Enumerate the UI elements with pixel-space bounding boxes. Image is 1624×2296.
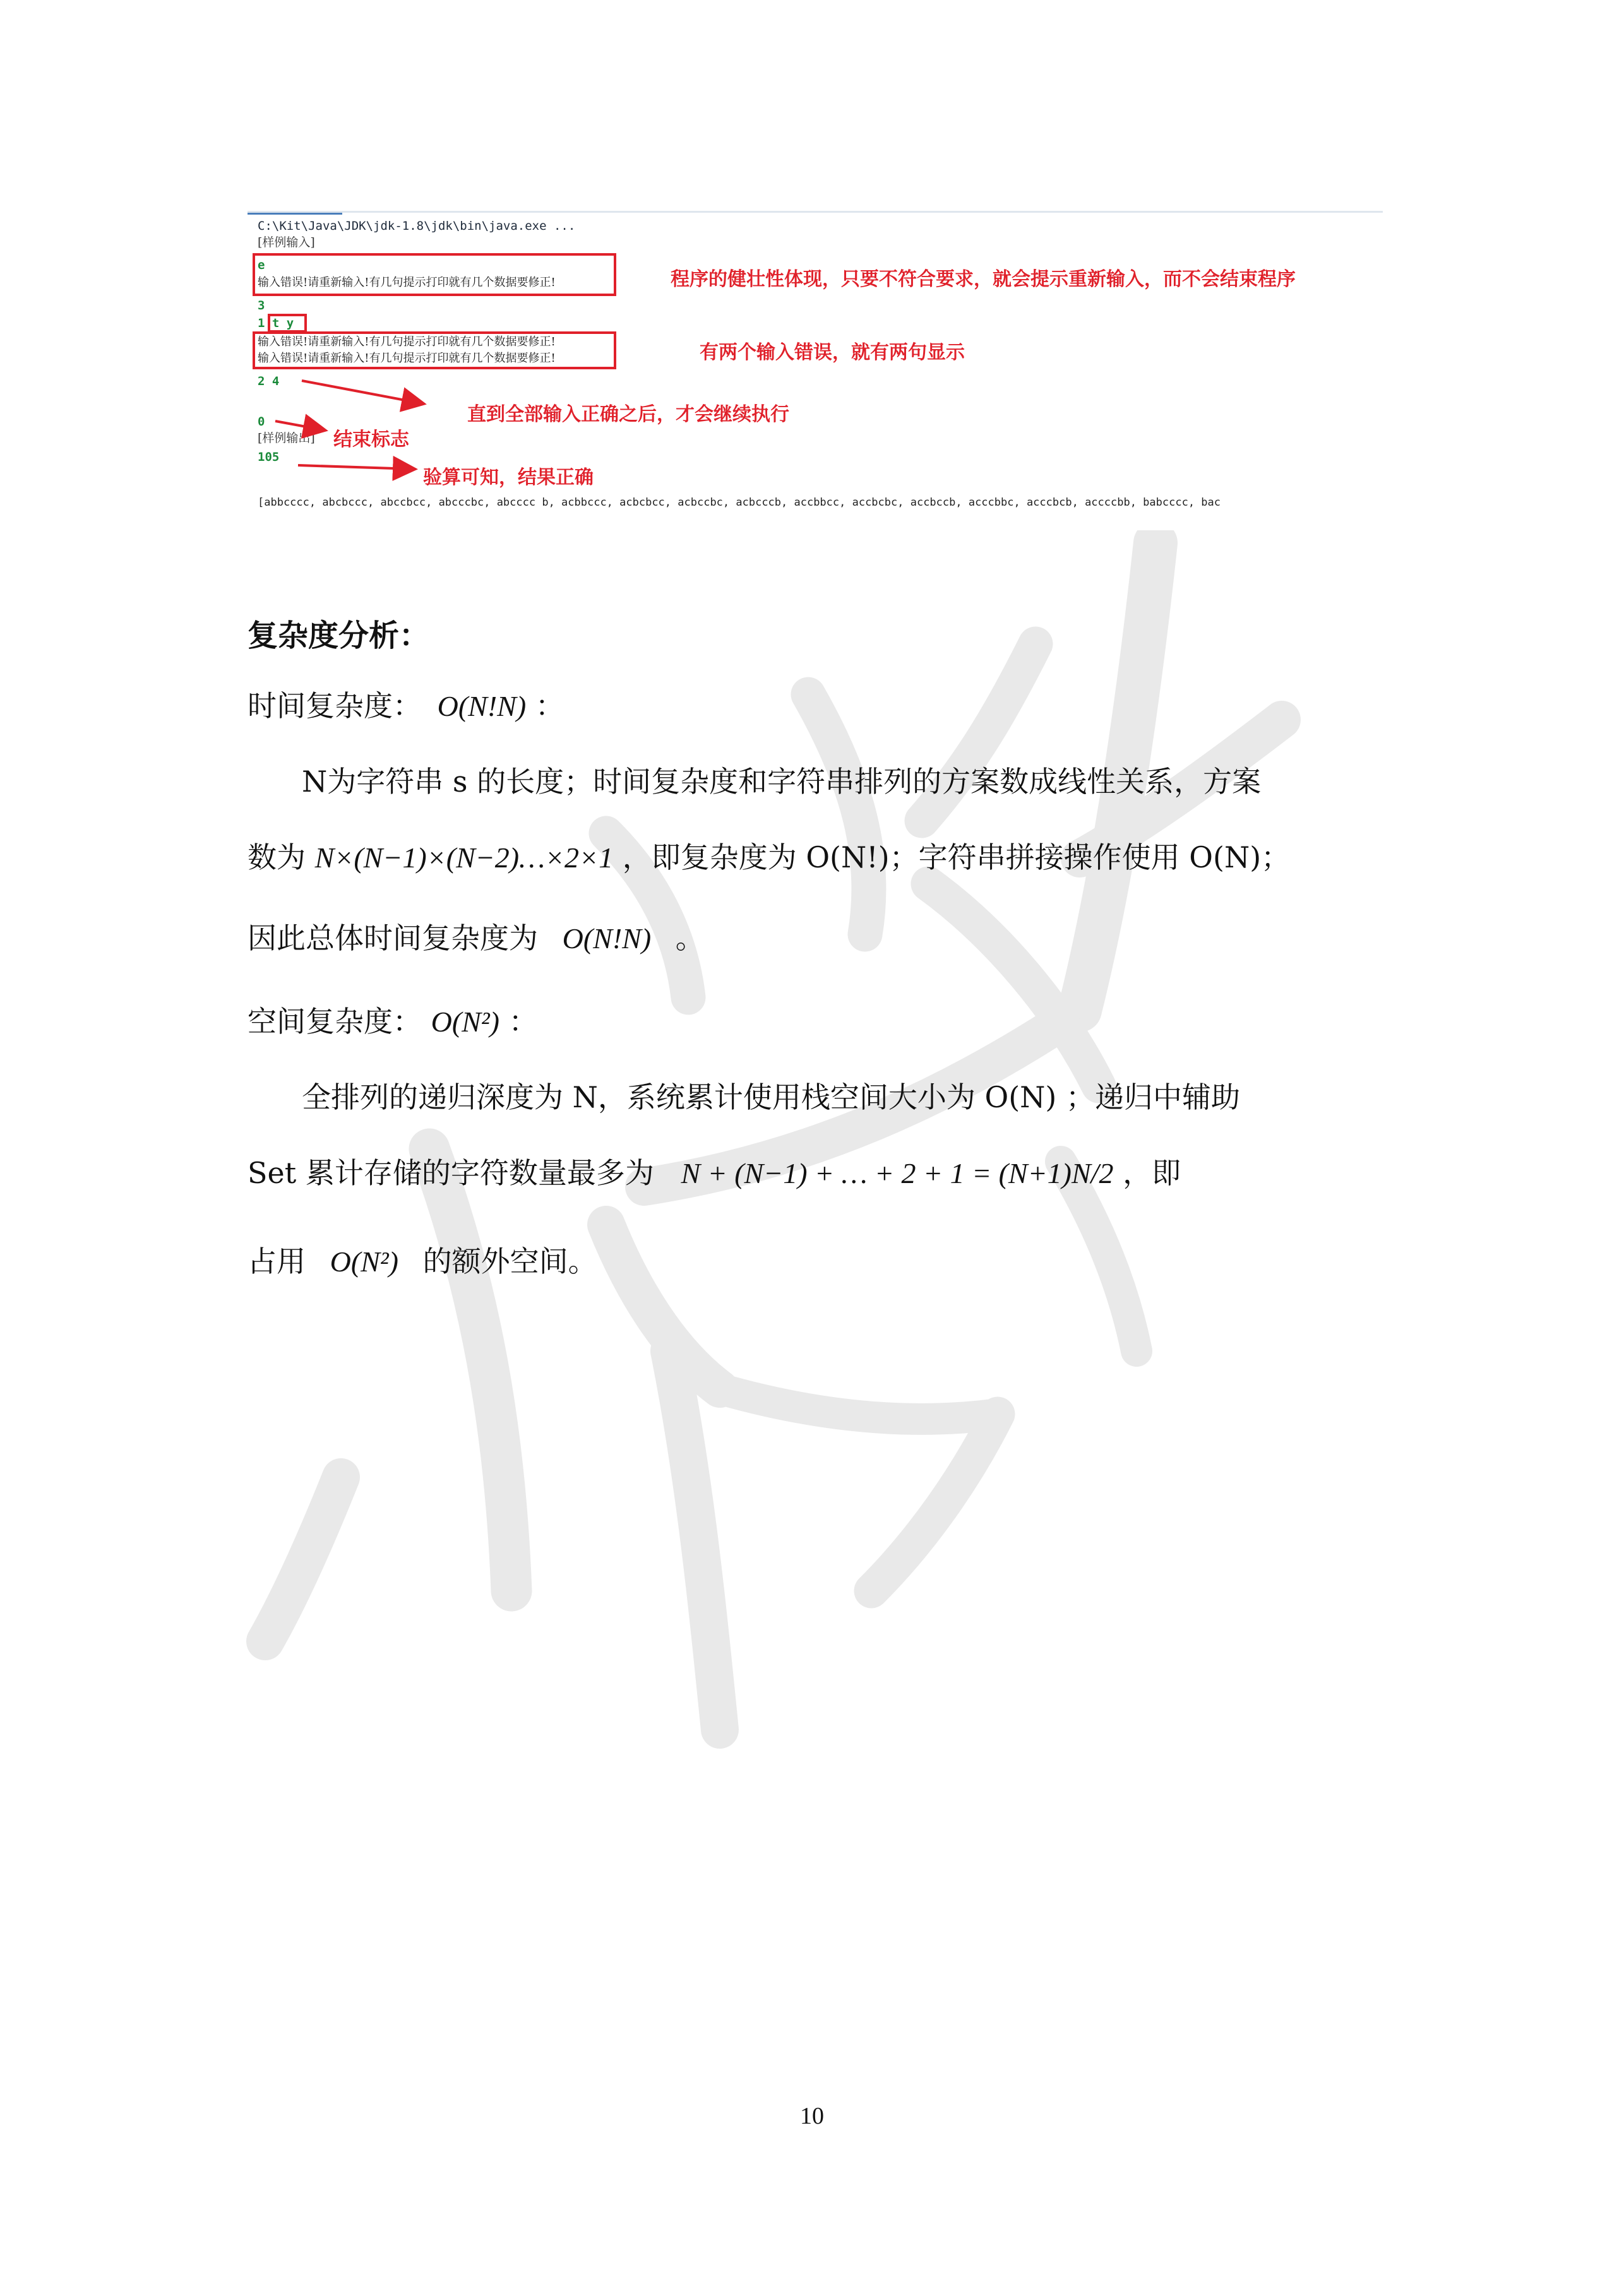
section-heading: 复杂度分析： [248,618,430,653]
p2-extra-space-formula: O(N²) [330,1246,398,1278]
console-error-message-2: 输入错误!请重新输入!有几句提示打印就有几个数据要修正! [258,335,556,348]
console-result-line: [abbcccc, abcbccc, abccbcc, abcccbc, abcccc b, acbbccc, acbcbcc, acbccbc, acbcccb, accbbcc, accbcbc, accbccb, acccbbc, acccbcb, accccbb, babcccc, bac [258,496,1221,509]
p2-sum-formula: N + (N−1) + … + 2 + 1 = (N+1)N/2 [681,1157,1114,1189]
p1-total-time-formula: O(N!N) [562,922,652,955]
console-line-3: 3 [258,299,265,312]
console-screenshot [248,211,1383,528]
colon: ： [535,689,564,723]
p2-line3-prefix: 占用 [248,1244,306,1278]
paragraph-2-line-3 [248,1239,597,1280]
annotation-continue: 直到全部输入正确之后，才会继续执行 [467,403,789,425]
annotation-robustness: 程序的健壮性体现，只要不符合要求，就会提示重新输入，而不会结束程序 [671,268,1296,290]
paragraph-2-line-1: 全排列的递归深度为 N，系统累计使用栈空间大小为 O(N) ；递归中辅助 [302,1080,1240,1114]
paragraph-1-line-3 [248,915,705,957]
p2-line2-prefix: Set 累计存储的字符数量最多为 [248,1156,654,1190]
annotation-end-flag: 结束标志 [333,429,409,451]
console-line-105: 105 [258,450,280,464]
time-complexity-formula: O(N!N) [437,690,527,722]
console-sample-output-label: [样例输出] [258,431,315,445]
space-complexity-line [248,999,538,1040]
annotation-arrows [248,213,1383,528]
p2-line2-suffix: ，即 [1123,1156,1181,1190]
p2-line3-suffix: 的额外空间。 [422,1244,597,1278]
paragraph-1-line-2 [248,835,1290,876]
time-complexity-label: 时间复杂度： [248,689,422,723]
console-error-message-3: 输入错误!请重新输入!有几句提示打印就有几个数据要修正! [258,352,556,365]
console-java-path: C:\Kit\Java\JDK\jdk-1.8\jdk\bin\java.exe ... [258,219,576,233]
console-line-0: 0 [258,415,265,429]
annotation-verify: 验算可知，结果正确 [423,467,594,489]
space-complexity-label: 空间复杂度： [248,1004,422,1038]
p1-line2-suffix: ，即复杂度为 O(N!)；字符串拼接操作使用 O(N)； [622,840,1291,874]
p1-permutation-formula: N×(N−1)×(N−2)…×2×1 [314,842,614,874]
p1-line2-prefix: 数为 [248,840,306,874]
p1-line3-prefix: 因此总体时间复杂度为 [248,921,538,955]
time-complexity-line [248,683,564,725]
console-error-message: 输入错误!请重新输入!有几句提示打印就有几个数据要修正! [258,276,556,289]
p1-line3-suffix: 。 [675,921,705,955]
page-number: 10 [800,2103,824,2129]
console-line-e: e [258,258,265,272]
paragraph-2-line-2 [248,1150,1181,1192]
paragraph-1-line-1: N为字符串 s 的长度；时间复杂度和字符串排列的方案数成线性关系，方案 [302,764,1262,799]
console-line-1ty: 1 t y [258,316,294,330]
space-complexity-formula: O(N²) [431,1006,499,1038]
console-line-24: 2 4 [258,374,280,388]
annotation-two-errors: 有两个输入错误，就有两句显示 [700,342,965,364]
console-sample-input-label: [样例输入] [258,235,315,249]
colon-2: ： [508,1004,538,1038]
